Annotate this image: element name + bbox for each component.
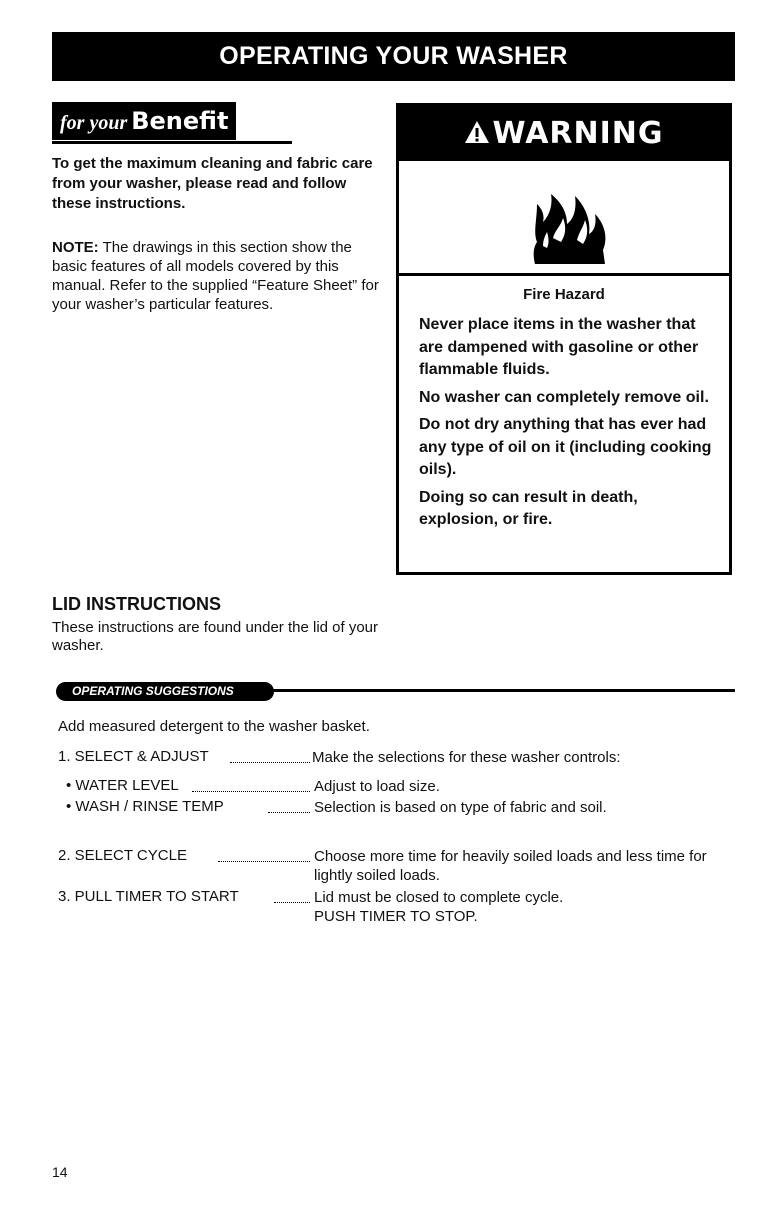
warning-line: Never place items in the washer that are dampened with gasoline or other flammable fluids. (419, 316, 699, 378)
note-label: NOTE: (52, 239, 99, 256)
warning-heading: WARNING (492, 116, 664, 151)
section-title-bar (52, 32, 735, 81)
fire-hazard-title: Fire Hazard (523, 286, 605, 303)
step-1-label: 1. SELECT & ADJUST (58, 748, 209, 765)
step-1-leader (230, 762, 310, 763)
benefit-logo-box (52, 102, 236, 140)
sub-step-temp-leader (268, 812, 310, 813)
section-title: OPERATING YOUR WASHER (219, 42, 568, 70)
warning-line: Do not dry anything that has ever had any type of oil on it (including cooking oils). (419, 416, 712, 478)
benefit-underline (52, 141, 292, 144)
sub-step-water-level-label: • WATER LEVEL (66, 777, 179, 794)
suggestions-intro: Add measured detergent to the washer basket. (58, 718, 370, 735)
warning-box (396, 103, 732, 575)
benefit-logo-benefit: Benefit (131, 107, 229, 135)
warning-text (419, 314, 719, 537)
sub-step-temp-label: • WASH / RINSE TEMP (66, 798, 224, 815)
step-3-description: Lid must be closed to complete cycle. (314, 889, 564, 906)
warning-line: Doing so can result in death, explosion, or fire. (419, 488, 638, 528)
step-2-label: 2. SELECT CYCLE (58, 847, 187, 864)
warning-triangle-icon (464, 107, 490, 163)
lid-instructions-text: These instructions are found under the lid of your washer. (52, 619, 379, 654)
step-3-description-2: PUSH TIMER TO STOP. (314, 908, 478, 925)
suggestions-rule (232, 689, 735, 692)
operating-suggestions-header (52, 682, 735, 702)
warning-divider (399, 273, 729, 276)
sub-step-water-level-leader (192, 791, 310, 792)
for-your-benefit-logo (52, 102, 236, 140)
step-1-description: Make the selections for these washer controls: (312, 749, 621, 766)
page-number: 14 (52, 1164, 68, 1180)
fire-icon (531, 176, 609, 266)
benefit-logo-for-your: for your (60, 112, 128, 134)
note-text: The drawings in this section show the basic features of all models covered by this manual. Refer to the supplied “Feature Sheet” for your washer’s particular features. (52, 239, 379, 313)
warning-line: No washer can completely remove oil. (419, 388, 709, 406)
step-2-description: Choose more time for heavily soiled loads and less time for lightly soiled loads. (314, 848, 707, 884)
warning-header (399, 106, 729, 161)
step-3-label: 3. PULL TIMER TO START (58, 888, 239, 905)
sub-step-temp-description: Selection is based on type of fabric and soil. (314, 799, 607, 816)
benefit-intro: To get the maximum cleaning and fabric care from your washer, please read and follow these instructions. (52, 155, 373, 212)
step-3-leader (274, 902, 310, 903)
step-2-leader (218, 861, 310, 862)
sub-step-water-level-description: Adjust to load size. (314, 778, 440, 795)
note-paragraph (52, 238, 387, 314)
suggestions-label: OPERATING SUGGESTIONS (56, 682, 274, 701)
lid-instructions-title: LID INSTRUCTIONS (52, 594, 221, 614)
